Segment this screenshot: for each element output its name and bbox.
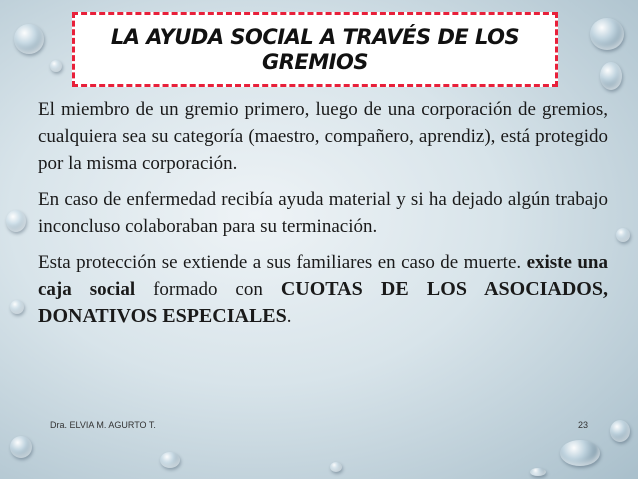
water-drop-decoration [50,60,62,72]
water-drop-decoration [160,452,180,468]
paragraph-1: El miembro de un gremio primero, luego de una corporación de gremios, cualquiera sea su categoría (maestro, compañero, aprendiz), está protegido por la misma corporación. [38,99,608,174]
paragraph-3-text: formado con [135,279,281,300]
paragraph-3-text: . [286,306,292,327]
water-drop-decoration [590,18,624,50]
water-drop-decoration [14,24,44,54]
page-number: 23 [578,420,589,430]
footer-author: Dra. ELVIA M. AGURTO T. [50,420,156,430]
title-box [72,12,558,87]
water-drop-decoration [616,228,630,242]
water-drop-decoration [560,440,600,466]
slide-body [38,96,608,330]
water-drop-decoration [530,468,546,476]
paragraph-2: En caso de enfermedad recibía ayuda material y si ha dejado algún trabajo inconcluso colaboraban para su terminación. [38,189,608,237]
paragraph-3-bold-caja: existe una caja social [38,252,608,300]
water-drop-decoration [610,420,630,442]
water-drop-decoration [6,210,26,232]
water-drop-decoration [10,300,24,314]
paragraph-3 [38,249,608,330]
slide-title: LA AYUDA SOCIAL A TRAVÉS DE LOS GREMIOS [110,24,520,74]
water-drop-decoration [330,462,342,472]
paragraph-3-text: Esta protección se extiende a sus familiares en caso de muerte. [38,252,527,273]
water-drop-decoration [600,62,622,90]
paragraph-3-bold-cuotas: CUOTAS DE LOS ASOCIADOS, DONATIVOS ESPECIALES [38,278,608,327]
water-drop-decoration [10,436,32,458]
